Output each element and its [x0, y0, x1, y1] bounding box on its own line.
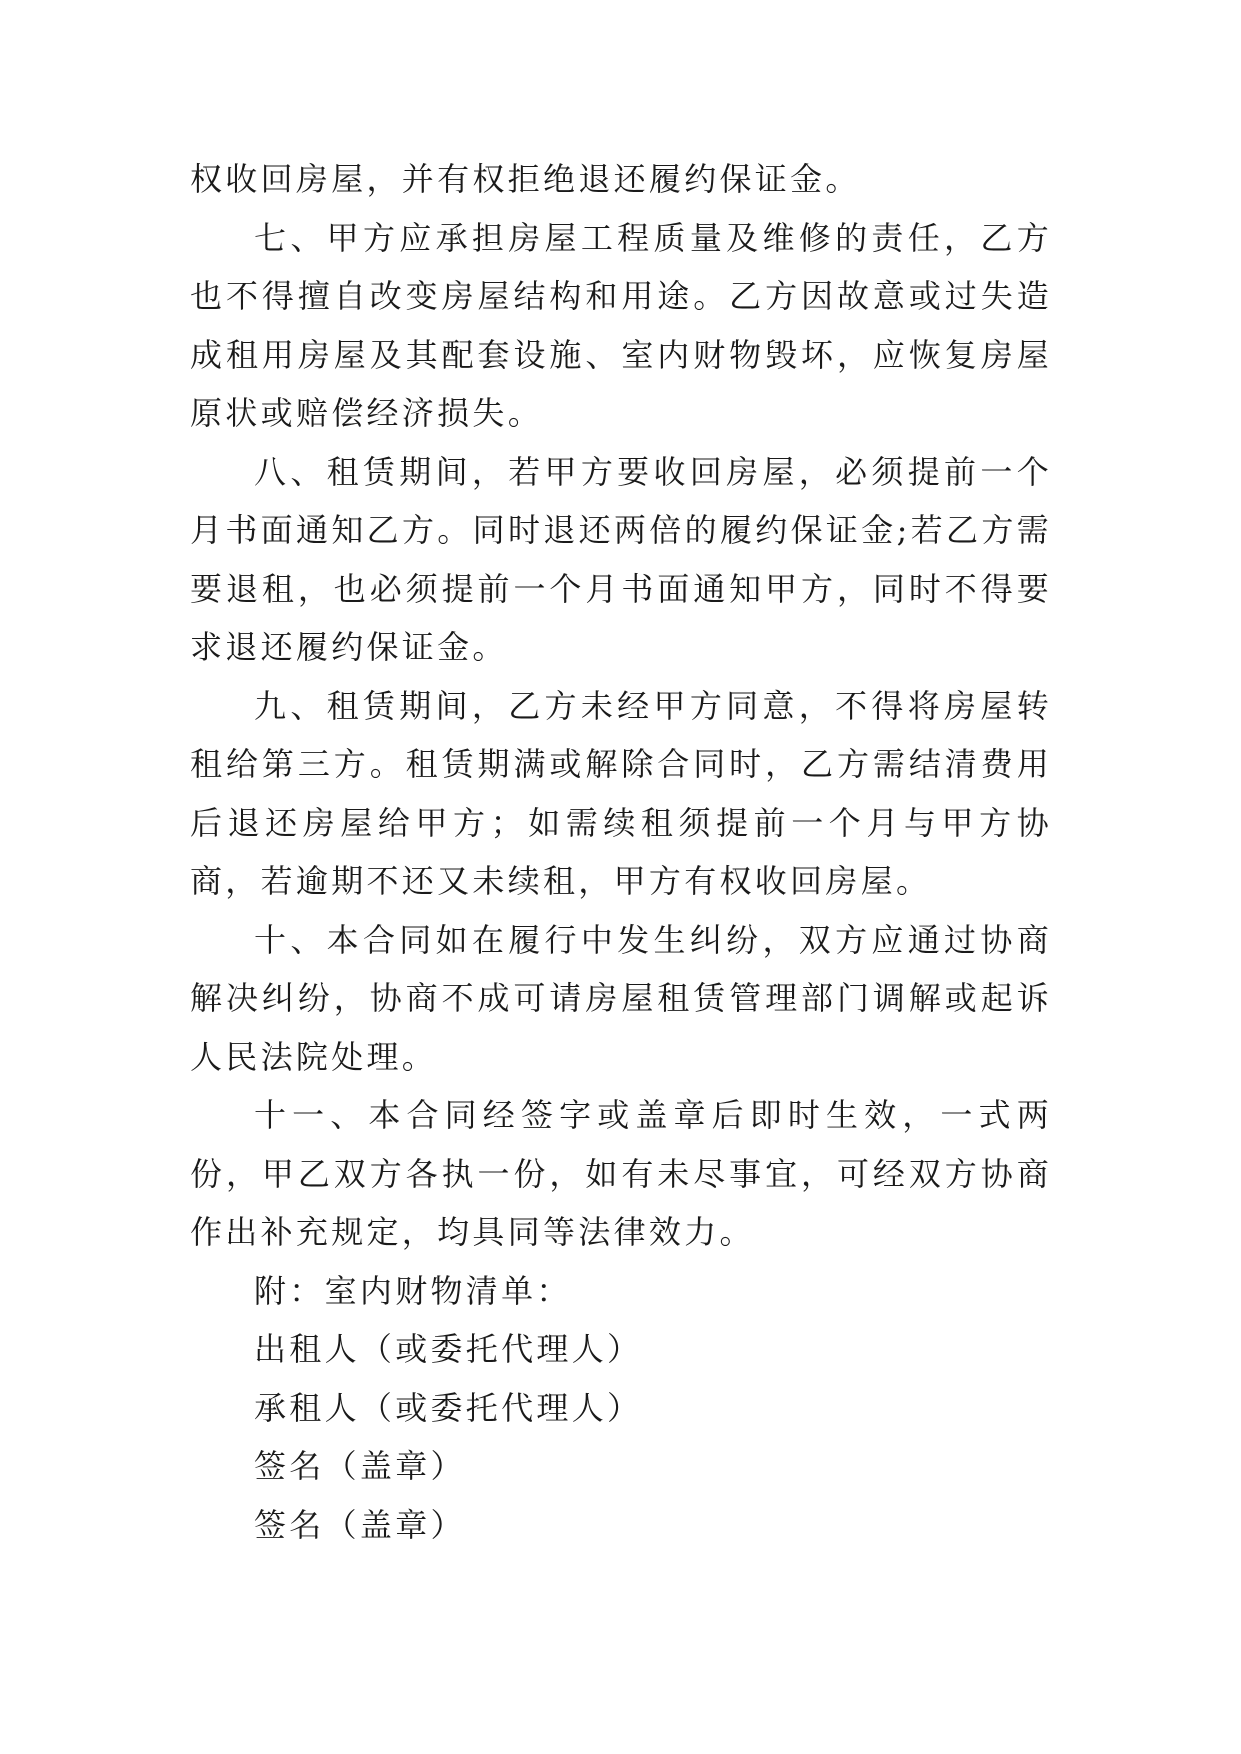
- clause-9: 九、租赁期间，乙方未经甲方同意，不得将房屋转租给第三方。租赁期满或解除合同时，乙方需结清费用后退还房屋给甲方；如需续租须提前一个月与甲方协商，若逾期不还又未续租，甲方有权收回房屋。: [190, 686, 1052, 900]
- lessor-line: 出租人（或委托代理人）: [254, 1330, 643, 1368]
- clause-7: 七、甲方应承担房屋工程质量及维修的责任，乙方也不得擅自改变房屋结构和用途。乙方因故意或过失造成租用房屋及其配套设施、室内财物毁坏，应恢复房屋原状或赔偿经济损失。: [190, 218, 1052, 432]
- signature-line-1: 签名（盖章）: [254, 1447, 466, 1485]
- clause-11: 十一、本合同经签字或盖章后即时生效，一式两份，甲乙双方各执一份，如有未尽事宜，可经双方协商作出补充规定，均具同等法律效力。: [190, 1096, 1052, 1251]
- clause-8: 八、租赁期间，若甲方要收回房屋，必须提前一个月书面通知乙方。同时退还两倍的履约保证金;若乙方需要退租，也必须提前一个月书面通知甲方，同时不得要求退还履约保证金。: [190, 452, 1052, 666]
- lessee-line: 承租人（或委托代理人）: [254, 1388, 643, 1427]
- signature-line-2: 签名（盖章）: [254, 1505, 466, 1544]
- clause-10: 十、本合同如在履行中发生纠纷，双方应通过协商解决纠纷，协商不成可请房屋租赁管理部门调解或起诉人民法院处理。: [190, 920, 1052, 1076]
- contract-body: [190, 150, 1052, 1554]
- attachment-line: 附：室内财物清单：: [254, 1271, 572, 1310]
- clause-continuation: 权收回房屋，并有权拒绝退还履约保证金。: [190, 160, 861, 198]
